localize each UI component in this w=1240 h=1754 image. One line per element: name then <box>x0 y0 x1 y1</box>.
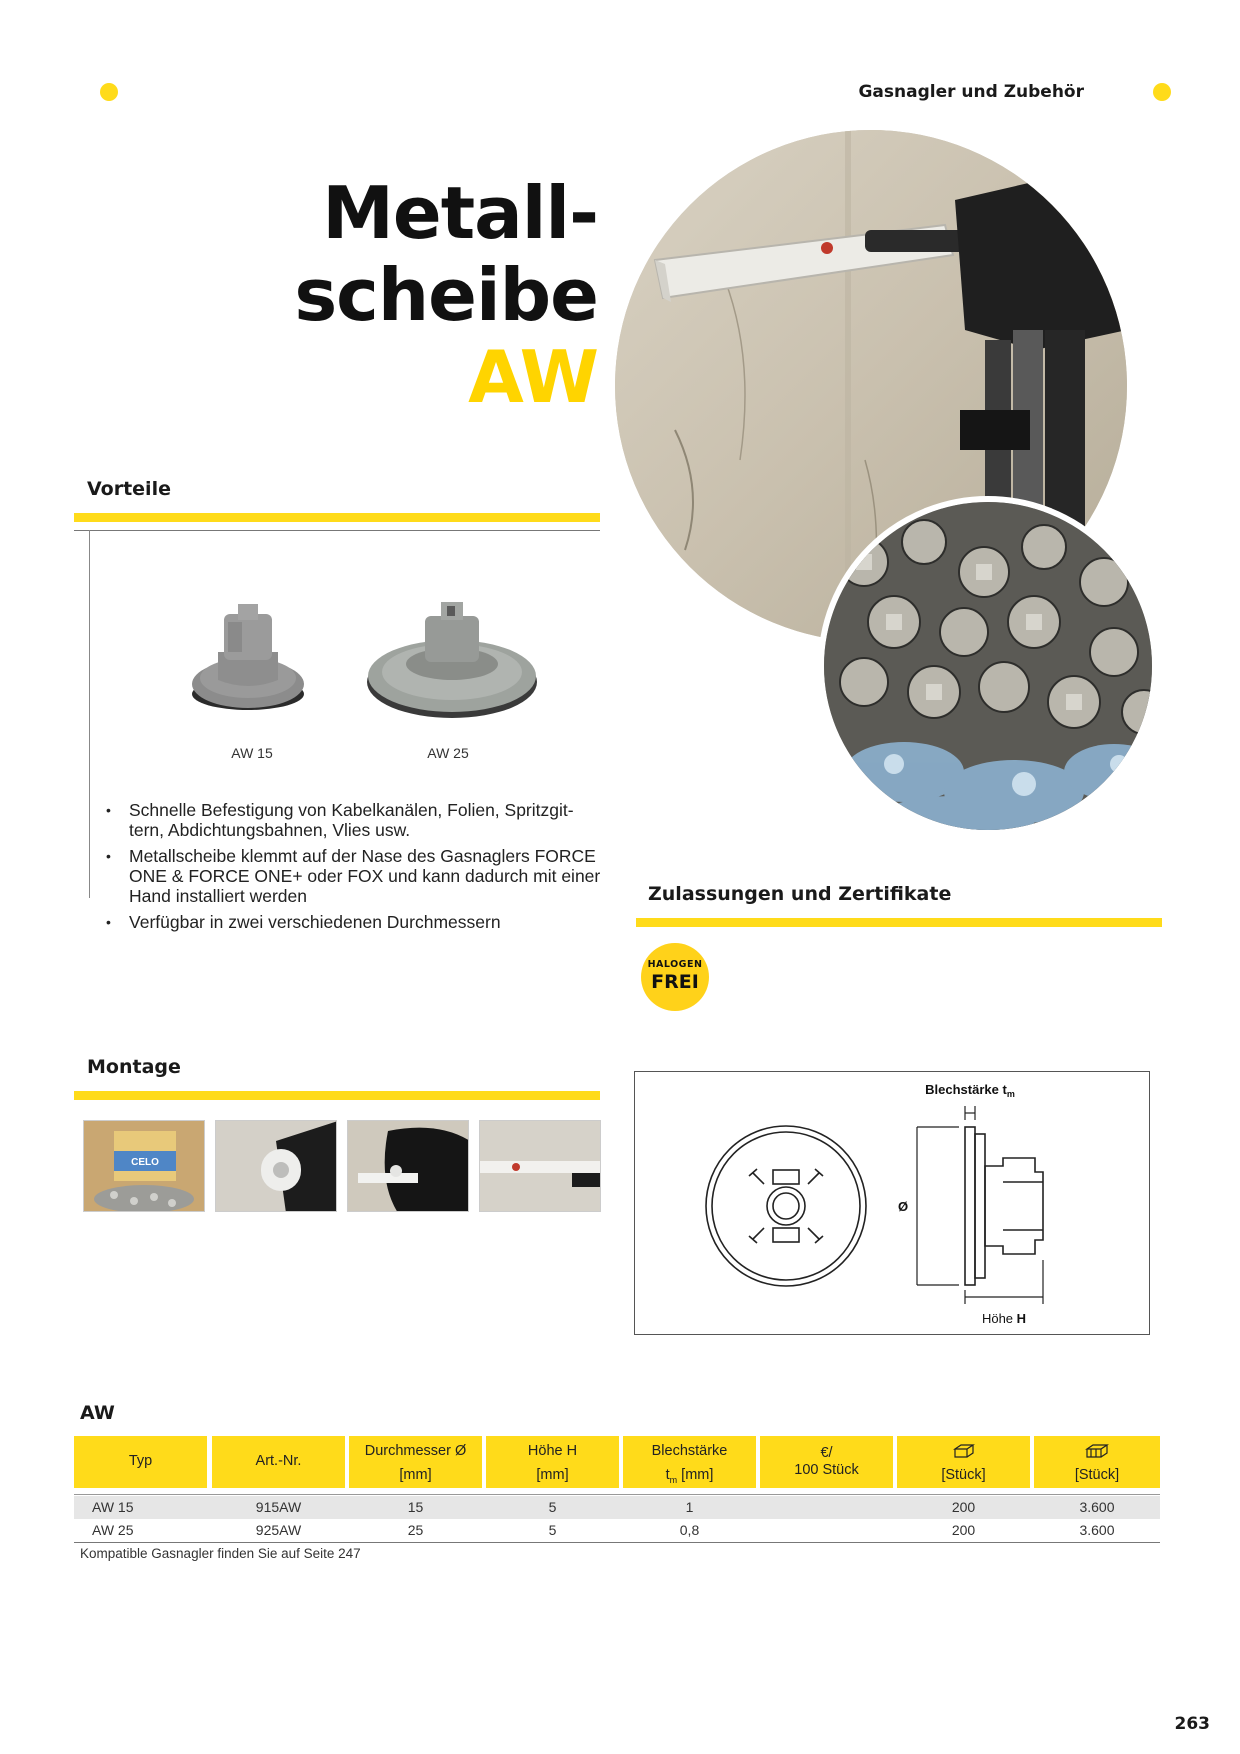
badge-line-2: FREI <box>651 971 699 993</box>
cell-blechstaerke: 0,8 <box>679 1522 700 1538</box>
cell-pack-large: 3.600 <box>1079 1522 1115 1538</box>
cell-hoehe: 5 <box>548 1499 557 1515</box>
col-header-price: €/ 100 Stück <box>760 1436 893 1488</box>
montage-step-2-photo <box>215 1120 337 1212</box>
col-header-typ: Typ <box>74 1436 207 1488</box>
product-label-aw25: AW 25 <box>427 745 469 761</box>
montage-step-3-photo <box>347 1120 469 1212</box>
page-title <box>250 172 598 418</box>
zulassungen-bar <box>636 918 1162 927</box>
yellow-dot-right <box>1153 83 1171 101</box>
vorteile-rule <box>74 530 600 531</box>
cell-typ: AW 15 <box>92 1499 134 1515</box>
product-aw25-image <box>365 598 539 722</box>
title-line-3: AW <box>468 335 598 419</box>
cell-blechstaerke: 1 <box>685 1499 694 1515</box>
technical-drawing <box>634 1071 1150 1335</box>
cell-art: 925AW <box>255 1522 302 1538</box>
cell-typ: AW 25 <box>92 1522 134 1538</box>
table-title: AW <box>80 1402 115 1424</box>
halogen-free-badge <box>641 943 709 1011</box>
vorteile-side-line <box>89 530 90 898</box>
title-line-2: scheibe <box>294 253 598 337</box>
title-line-1: Metall- <box>322 171 598 255</box>
product-label-aw15: AW 15 <box>231 745 273 761</box>
col-header-art: Art.-Nr. <box>212 1436 345 1488</box>
advantage-item: • Schnelle Befestigung von Kabelkanälen, Folien, Spritzgit-tern, Abdichtungsbahnen, Vlies usw. <box>104 800 604 840</box>
blech-dimension-label: Blechstärke $t_m$ <box>925 1082 1015 1099</box>
box-label: CELO <box>131 1157 159 1168</box>
col-header-pack-large: [Stück] <box>1034 1436 1160 1488</box>
vorteile-bar <box>74 513 600 522</box>
cell-hoehe: 5 <box>548 1522 557 1538</box>
category-header: Gasnagler und Zubehör <box>858 82 1084 102</box>
advantage-item: • Metallscheibe klemmt auf der Nase des Gasnaglers FORCE ONE & FORCE ONE+ oder FOX und kann dadurch mit einer Hand installiert werden <box>104 846 604 906</box>
zulassungen-heading: Zulassungen und Zertifikate <box>648 883 952 905</box>
table-top-rule <box>74 1494 1160 1495</box>
blech-unit: $t_m$ [mm] <box>665 1467 714 1485</box>
box-icon <box>897 1443 1030 1463</box>
cell-pack-small: 200 <box>951 1499 976 1515</box>
table-bottom-rule <box>74 1542 1160 1543</box>
advantage-item: • Verfügbar in zwei verschiedenen Durchmessern <box>104 912 604 932</box>
product-aw15-image <box>188 602 308 720</box>
col-header-durchmesser: Durchmesser Ø [mm] <box>349 1436 482 1488</box>
col-header-pack-small: [Stück] <box>897 1436 1030 1488</box>
diameter-label: Ø <box>897 1199 909 1214</box>
cell-pack-small: 200 <box>951 1522 976 1538</box>
washers-photo <box>818 496 1158 836</box>
advantages-list <box>104 800 604 938</box>
badge-line-1: HALOGEN <box>647 959 703 970</box>
col-header-hoehe: Höhe H [mm] <box>486 1436 619 1488</box>
yellow-dot-left <box>100 83 118 101</box>
vorteile-heading: Vorteile <box>87 478 171 500</box>
montage-step-1-photo <box>83 1120 205 1212</box>
montage-heading: Montage <box>87 1056 181 1078</box>
cell-durchmesser: 15 <box>407 1499 424 1515</box>
table-row <box>74 1519 1160 1542</box>
table-footnote: Kompatible Gasnagler finden Sie auf Seite 247 <box>80 1546 361 1561</box>
cell-pack-large: 3.600 <box>1079 1499 1115 1515</box>
height-dimension-label: Höhe H <box>981 1311 1027 1326</box>
carton-stack-icon <box>1034 1443 1160 1463</box>
cell-art: 915AW <box>255 1499 302 1515</box>
col-header-blechstaerke: Blechstärke $t_m$ [mm] <box>623 1436 756 1488</box>
montage-bar <box>74 1091 600 1100</box>
page-number: 263 <box>1174 1714 1210 1734</box>
table-row <box>74 1496 1160 1519</box>
cell-durchmesser: 25 <box>407 1522 424 1538</box>
montage-step-4-photo <box>479 1120 601 1212</box>
